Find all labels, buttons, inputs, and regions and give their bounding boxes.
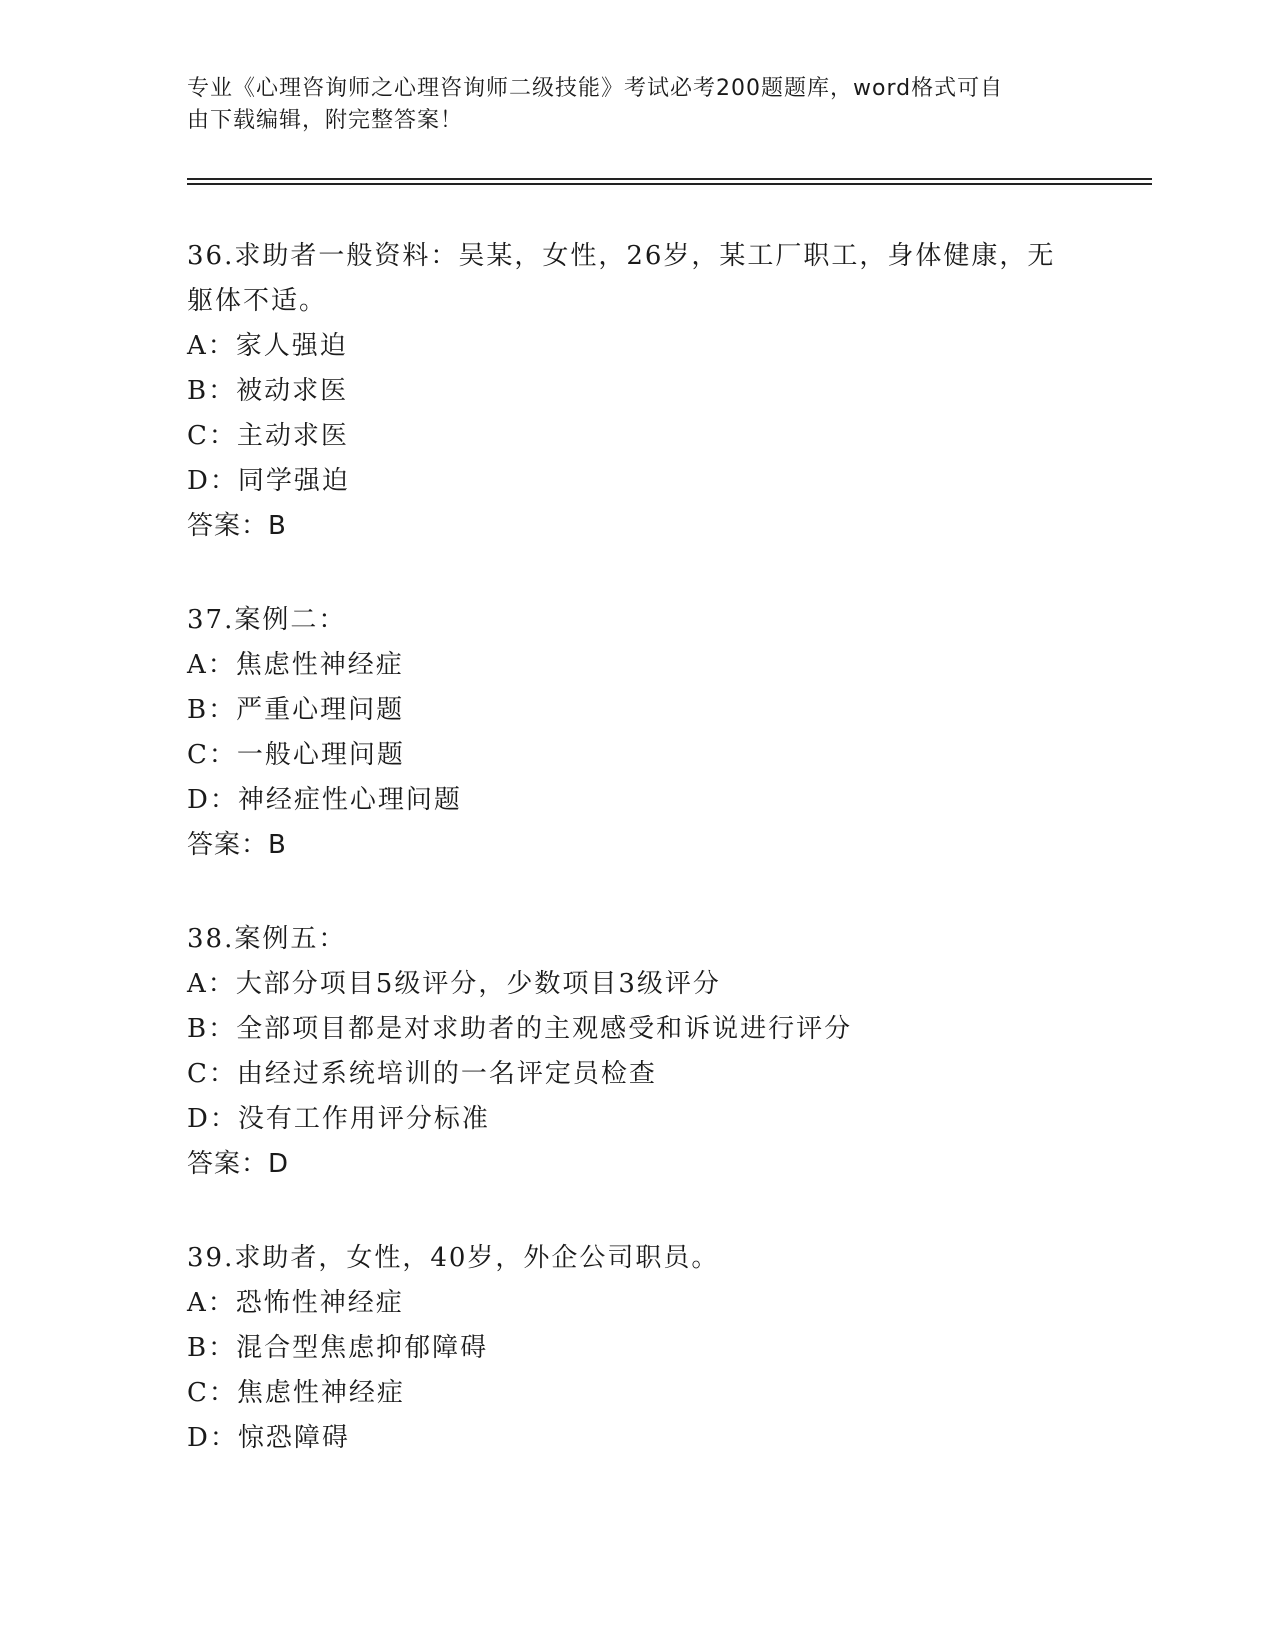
header-divider-top <box>187 178 1152 180</box>
option-d: D：神经症性心理问题 <box>187 785 462 815</box>
header-divider-bottom <box>187 183 1152 185</box>
question-38 <box>187 917 1087 1187</box>
option-d: D：惊恐障碍 <box>187 1423 350 1453</box>
option-b: B：全部项目都是对求助者的主观感受和诉说进行评分 <box>187 1014 853 1044</box>
answer-line: 答案：D <box>187 1149 290 1179</box>
option-b: B：混合型焦虑抑郁障碍 <box>187 1333 489 1363</box>
question-39 <box>187 1236 1087 1461</box>
option-c: C：主动求医 <box>187 421 349 451</box>
option-a: A：恐怖性神经症 <box>187 1288 404 1318</box>
option-c: C：一般心理问题 <box>187 740 405 770</box>
option-a: A：焦虑性神经症 <box>187 650 404 680</box>
header-line-2: 由下载编辑，附完整答案！ <box>187 108 464 133</box>
question-stem-line: 36.求助者一般资料：吴某，女性，26岁，某工厂职工，身体健康，无 <box>187 241 1056 271</box>
option-a: A：大部分项目5级评分，少数项目3级评分 <box>187 969 721 999</box>
option-b: B：被动求医 <box>187 376 349 406</box>
question-stem-line: 39.求助者，女性，40岁，外企公司职员。 <box>187 1243 720 1273</box>
option-a: A：家人强迫 <box>187 331 348 361</box>
option-c: C：焦虑性神经症 <box>187 1378 405 1408</box>
question-37 <box>187 598 1087 868</box>
question-36 <box>187 234 1087 549</box>
question-stem-line: 37.案例二： <box>187 605 347 635</box>
answer-line: 答案：B <box>187 830 287 860</box>
question-stem-line: 38.案例五： <box>187 924 347 954</box>
option-d: D：同学强迫 <box>187 466 350 496</box>
option-b: B：严重心理问题 <box>187 695 405 725</box>
document-header <box>187 73 1067 137</box>
answer-line: 答案：B <box>187 511 287 541</box>
option-c: C：由经过系统培训的一名评定员检查 <box>187 1059 657 1089</box>
question-stem-line: 躯体不适。 <box>187 286 328 316</box>
option-d: D：没有工作用评分标准 <box>187 1104 490 1134</box>
header-line-1: 专业《心理咨询师之心理咨询师二级技能》考试必考200题题库，word格式可自 <box>187 76 1004 101</box>
